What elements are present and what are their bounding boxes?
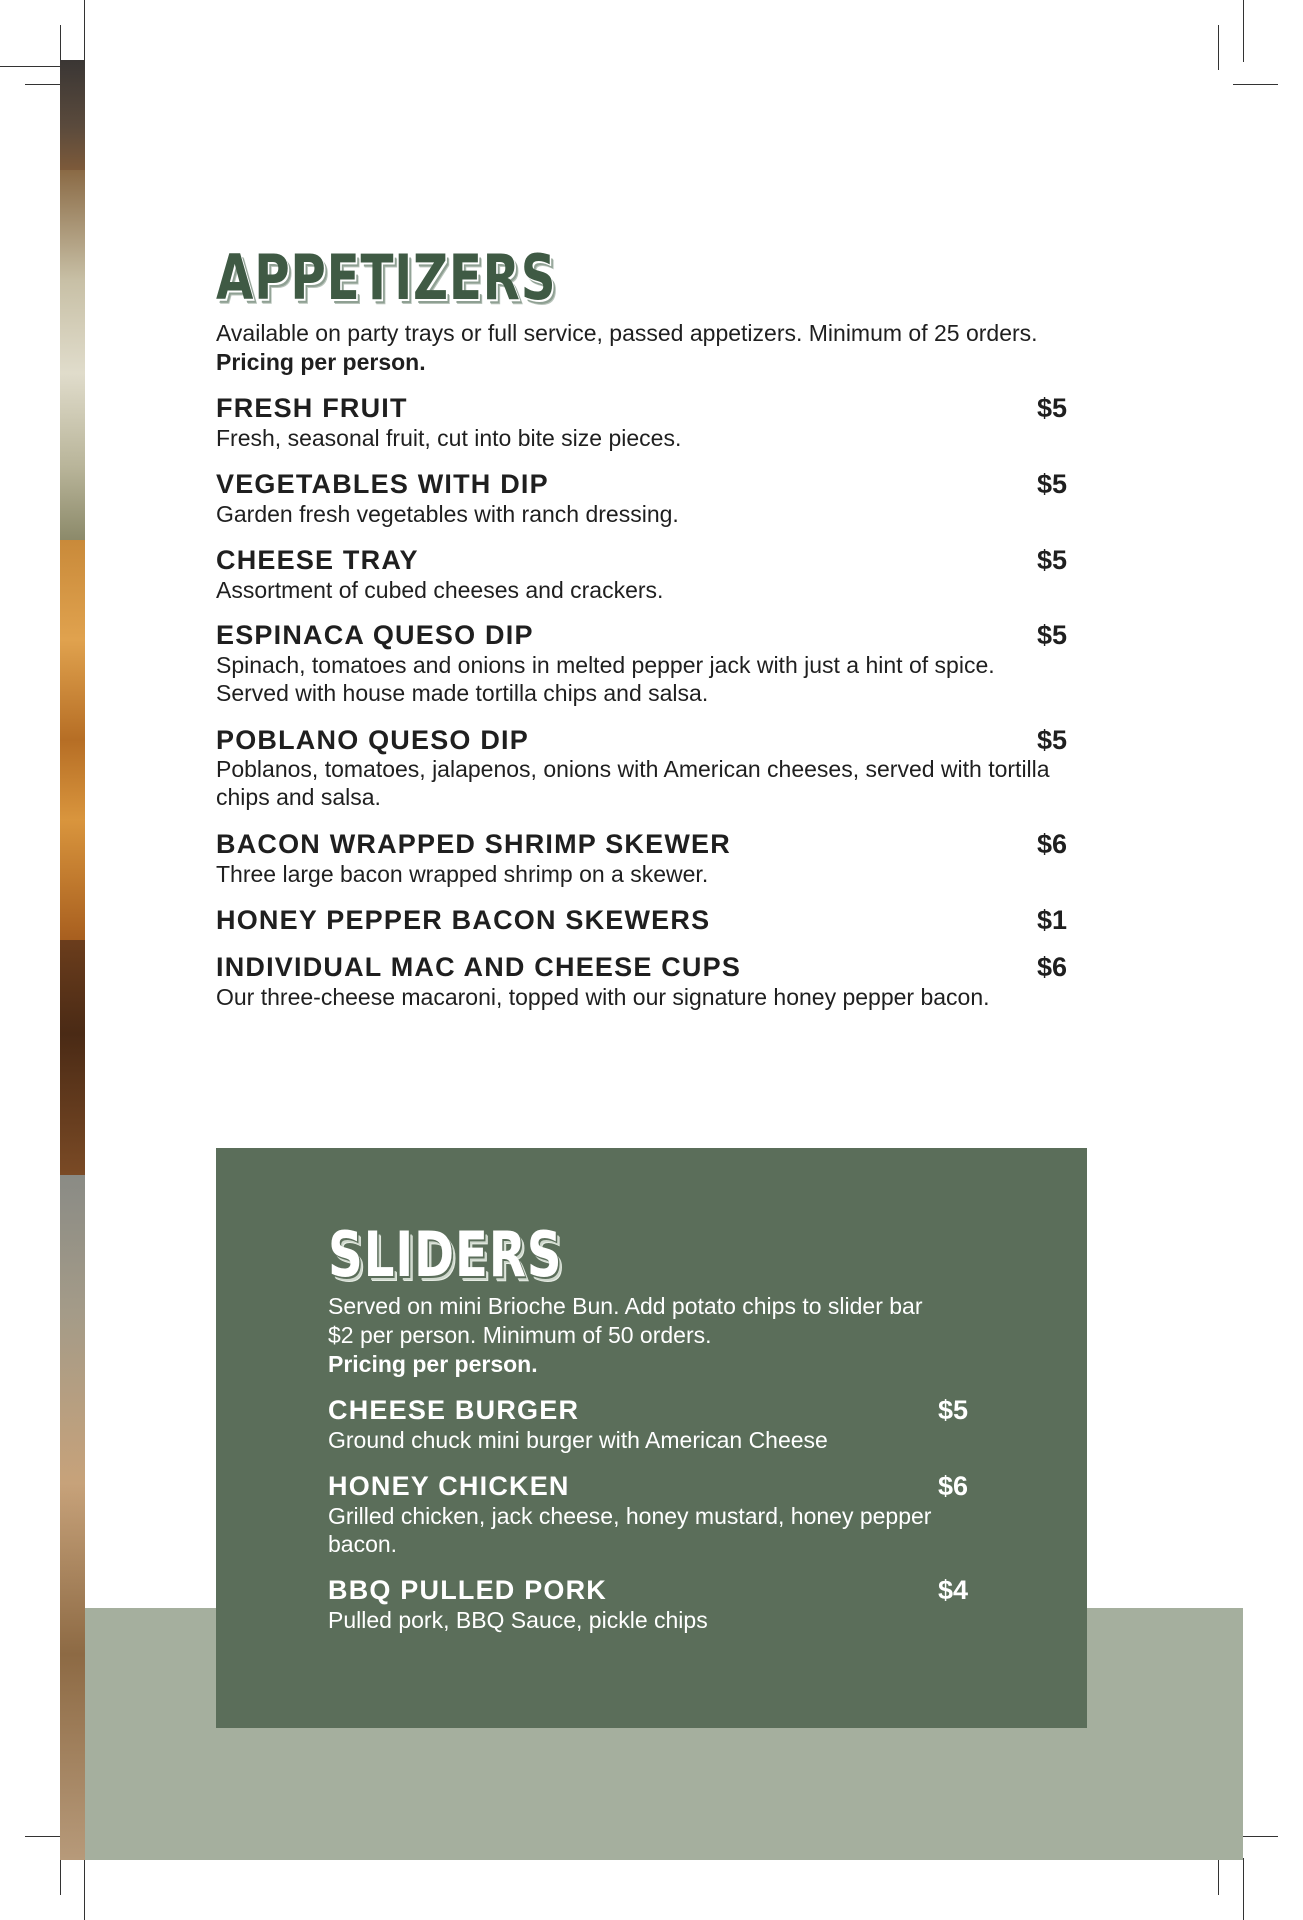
slider-item-price: $4 (937, 1575, 968, 1605)
menu-item-name: INDIVIDUAL MAC AND CHEESE CUPS (216, 952, 742, 982)
crop-mark (1218, 25, 1219, 70)
menu-item-desc: Poblanos, tomatoes, jalapenos, onions with American cheeses, served with tortilla chips and salsa. (216, 756, 1050, 810)
menu-item-name: VEGETABLES WITH DIP (216, 469, 549, 499)
photo-segment (60, 940, 85, 1175)
menu-item-name: CHEESE TRAY (216, 545, 419, 575)
menu-item-desc: Our three-cheese macaroni, topped with our signature honey pepper bacon. (216, 984, 990, 1010)
slider-item-name: CHEESE BURGER (328, 1395, 580, 1425)
menu-item-desc: Fresh, seasonal fruit, cut into bite size pieces. (216, 425, 682, 451)
menu-item-name: FRESH FRUIT (216, 393, 408, 423)
crop-mark (84, 0, 85, 62)
photo-segment (60, 540, 85, 940)
menu-item-price: $5 (1036, 620, 1067, 650)
crop-mark (1243, 0, 1244, 62)
menu-item-name: POBLANO QUESO DIP (216, 725, 529, 755)
photo-segment (60, 170, 85, 540)
menu-item-desc: Assortment of cubed cheeses and crackers. (216, 577, 664, 603)
sliders-intro-bold: Pricing per person. (328, 1351, 538, 1377)
menu-item-name: BACON WRAPPED SHRIMP SKEWER (216, 829, 731, 859)
menu-item-price: $6 (1036, 952, 1067, 982)
menu-item-desc: Spinach, tomatoes and onions in melted pepper jack with just a hint of spice. Served with house made tortilla chips and salsa. (216, 652, 995, 706)
menu-item-price: $5 (1036, 725, 1067, 755)
appetizers-intro-text: Available on party trays or full service, passed appetizers. Minimum of 25 orders. (216, 320, 1038, 346)
menu-item-desc: Garden fresh vegetables with ranch dressing. (216, 501, 679, 527)
menu-item-price: $6 (1036, 829, 1067, 859)
menu-item-price: $5 (1036, 469, 1067, 499)
sliders-intro-text: Served on mini Brioche Bun. Add potato chips to slider bar $2 per person. Minimum of 50 orders. (328, 1293, 923, 1348)
sliders-intro (328, 1292, 928, 1379)
slider-item-price: $6 (937, 1471, 968, 1501)
crop-mark (60, 1858, 61, 1895)
appetizers-intro (216, 319, 1096, 377)
sliders-title: SLIDERS (328, 1218, 563, 1291)
slider-item-desc: Ground chuck mini burger with American Cheese (328, 1427, 828, 1453)
crop-mark (60, 25, 61, 62)
crop-mark (84, 1858, 85, 1920)
menu-item-name: HONEY PEPPER BACON SKEWERS (216, 905, 711, 935)
photo-segment (60, 1175, 85, 1860)
appetizers-title: APPETIZERS (216, 241, 557, 314)
sliders-panel (216, 1148, 1087, 1728)
slider-item-name: HONEY CHICKEN (328, 1471, 570, 1501)
slider-item-desc: Pulled pork, BBQ Sauce, pickle chips (328, 1607, 708, 1633)
crop-mark (0, 66, 68, 67)
crop-mark (1233, 84, 1278, 85)
slider-item-price: $5 (937, 1395, 968, 1425)
photo-segment (60, 60, 85, 170)
appetizers-intro-bold: Pricing per person. (216, 349, 426, 375)
slider-item-desc: Grilled chicken, jack cheese, honey mustard, honey pepper bacon. (328, 1503, 932, 1557)
food-photo-strip (60, 60, 85, 1860)
menu-item-desc: Three large bacon wrapped shrimp on a skewer. (216, 861, 709, 887)
menu-item-name: ESPINACA QUESO DIP (216, 620, 534, 650)
slider-item-name: BBQ PULLED PORK (328, 1575, 608, 1605)
menu-item-price: $1 (1036, 905, 1067, 935)
crop-mark (1243, 1858, 1244, 1920)
menu-item-price: $5 (1036, 393, 1067, 423)
menu-item-price: $5 (1036, 545, 1067, 575)
